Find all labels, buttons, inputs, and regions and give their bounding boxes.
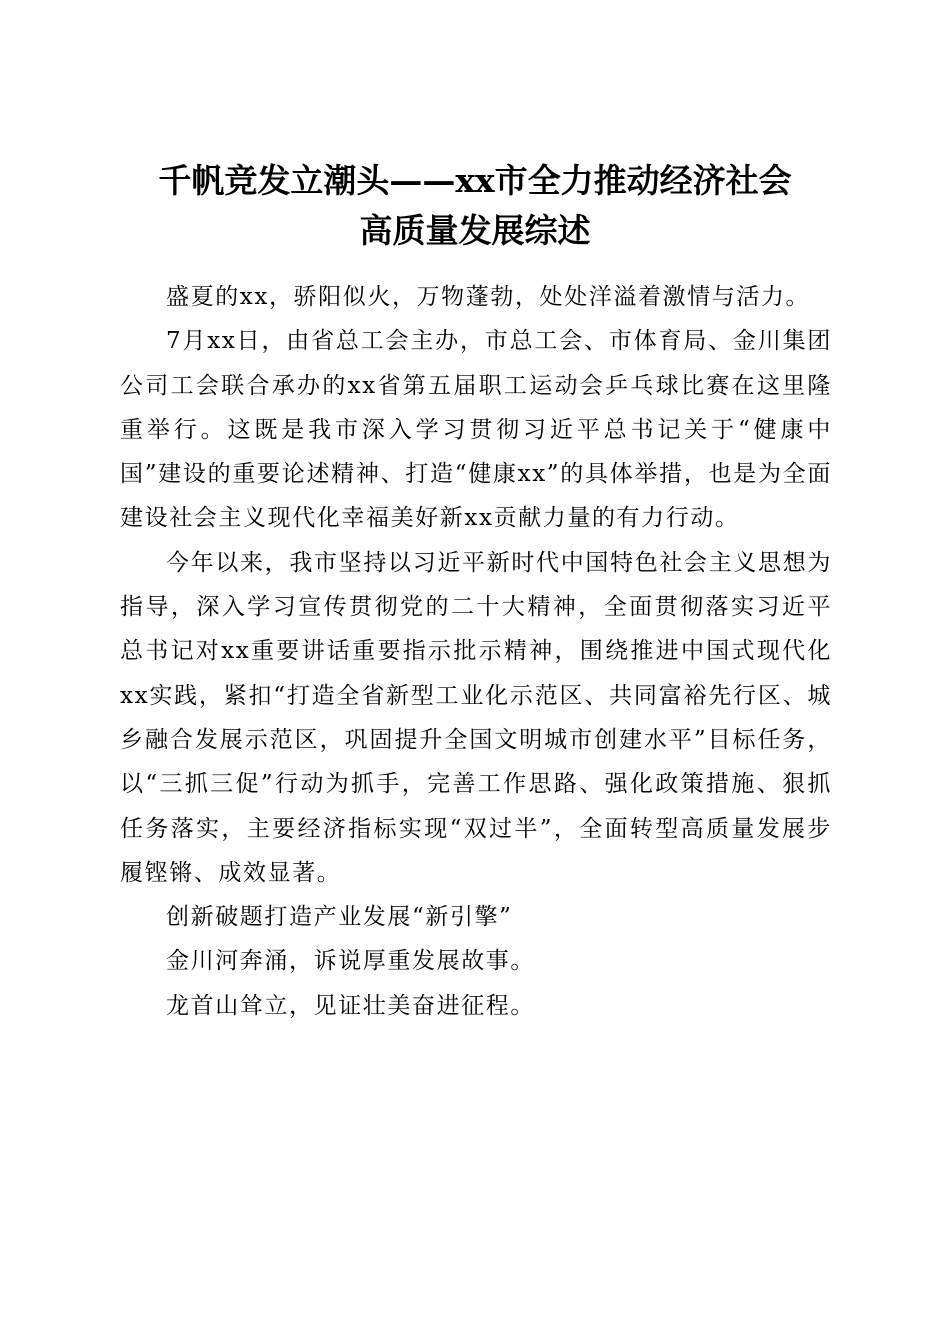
- paragraph-overview: 今年以来，我市坚持以习近平新时代中国特色社会主义思想为指导，深入学习宣传贯彻党的二十大精神，全面贯彻落实习近平总书记对xx重要讲话重要指示批示精神，围绕推进中国式现代化xx实践，紧扣“打造全省新型工业化示范区、共同富裕先行区、城乡融合发展示范区，巩固提升全国文明城市创建水平”目标任务，以“三抓三促”行动为抓手，完善工作思路、强化政策措施、狠抓任务落实，主要经济指标实现“双过半”，全面转型高质量发展步履铿锵、成效显著。: [120, 549, 832, 886]
- paragraph-mountain: 龙首山耸立，见证壮美奋进征程。: [166, 992, 535, 1019]
- paragraph-river: 金川河奔涌，诉说厚重发展故事。: [166, 948, 535, 975]
- paragraph-intro: 盛夏的xx，骄阳似火，万物蓬勃，处处洋溢着激情与活力。: [166, 284, 811, 310]
- paragraph-event: 7月xx日，由省总工会主办，市总工会、市体育局、金川集团公司工会联合承办的xx省第五届职工运动会乒乓球比赛在这里隆重举行。这既是我市深入学习贯彻习近平总书记关于“健康中国”建设的重要论述精神、打造“健康xx”的具体举措，也是为全面建设社会主义现代化幸福美好新xx贡献力量的有力行动。: [120, 328, 832, 532]
- section-heading: 创新破题打造产业发展“新引擎”: [166, 904, 513, 931]
- title-line-2: 高质量发展综述: [359, 211, 591, 251]
- document-title: [100, 156, 850, 256]
- document-body: [120, 275, 832, 1028]
- title-line-1: 千帆竞发立潮头——xx市全力推动经济社会: [158, 161, 792, 201]
